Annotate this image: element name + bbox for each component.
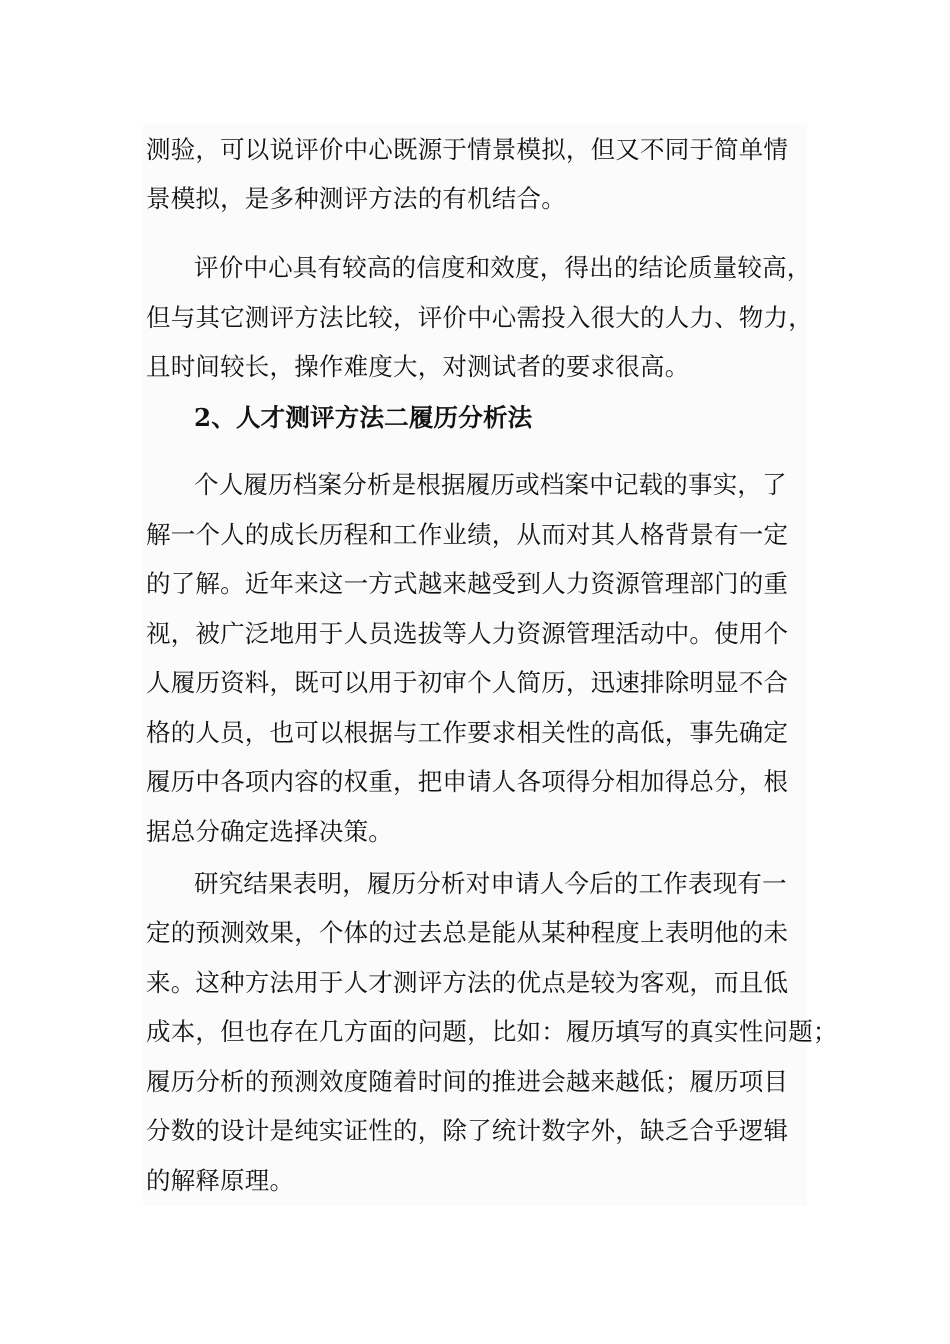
- paragraph-line: 格的人员，也可以根据与工作要求相关性的高低，事先确定: [146, 718, 789, 747]
- paragraph-line: 景模拟，是多种测评方法的有机结合。: [146, 184, 566, 213]
- paragraph-line: 分数的设计是纯实证性的，除了统计数字外，缺乏合乎逻辑: [146, 1116, 789, 1145]
- paragraph-line: 的解释原理。: [146, 1166, 295, 1195]
- paragraph-line: 评价中心具有较高的信度和效度，得出的结论质量较高，: [194, 253, 812, 282]
- section-heading: 2、人才测评方法二履历分析法: [194, 403, 533, 432]
- paragraph-line: 的了解。近年来这一方式越来越受到人力资源管理部门的重: [146, 569, 789, 598]
- paragraph-line: 测验，可以说评价中心既源于情景模拟，但又不同于简单情: [146, 135, 789, 164]
- paragraph-line: 但与其它测评方法比较，评价中心需投入很大的人力、物力，: [146, 303, 813, 332]
- paragraph-line: 个人履历档案分析是根据履历或档案中记载的事实，了: [194, 470, 787, 499]
- paragraph-line: 履历中各项内容的权重，把申请人各项得分相加得总分，根: [146, 767, 789, 796]
- paragraph-line: 视，被广泛地用于人员选拔等人力资源管理活动中。使用个: [146, 619, 789, 648]
- paragraph-line: 人履历资料，既可以用于初审个人简历，迅速排除明显不合: [146, 668, 789, 697]
- paragraph-line: 成本，但也存在几方面的问题，比如：履历填写的真实性问题；: [146, 1017, 838, 1046]
- paragraph-line: 据总分确定选择决策。: [146, 817, 393, 846]
- paragraph-line: 履历分析的预测效度随着时间的推进会越来越低；履历项目: [146, 1067, 789, 1096]
- paragraph-line: 研究结果表明，履历分析对申请人今后的工作表现有一: [194, 869, 787, 898]
- paragraph-line: 定的预测效果，个体的过去总是能从某种程度上表明他的未: [146, 918, 789, 947]
- paragraph-line: 解一个人的成长历程和工作业绩，从而对其人格背景有一定: [146, 520, 789, 549]
- paragraph-line: 且时间较长，操作难度大，对测试者的要求很高。: [146, 352, 690, 381]
- paragraph-line: 来。这种方法用于人才测评方法的优点是较为客观，而且低: [146, 968, 789, 997]
